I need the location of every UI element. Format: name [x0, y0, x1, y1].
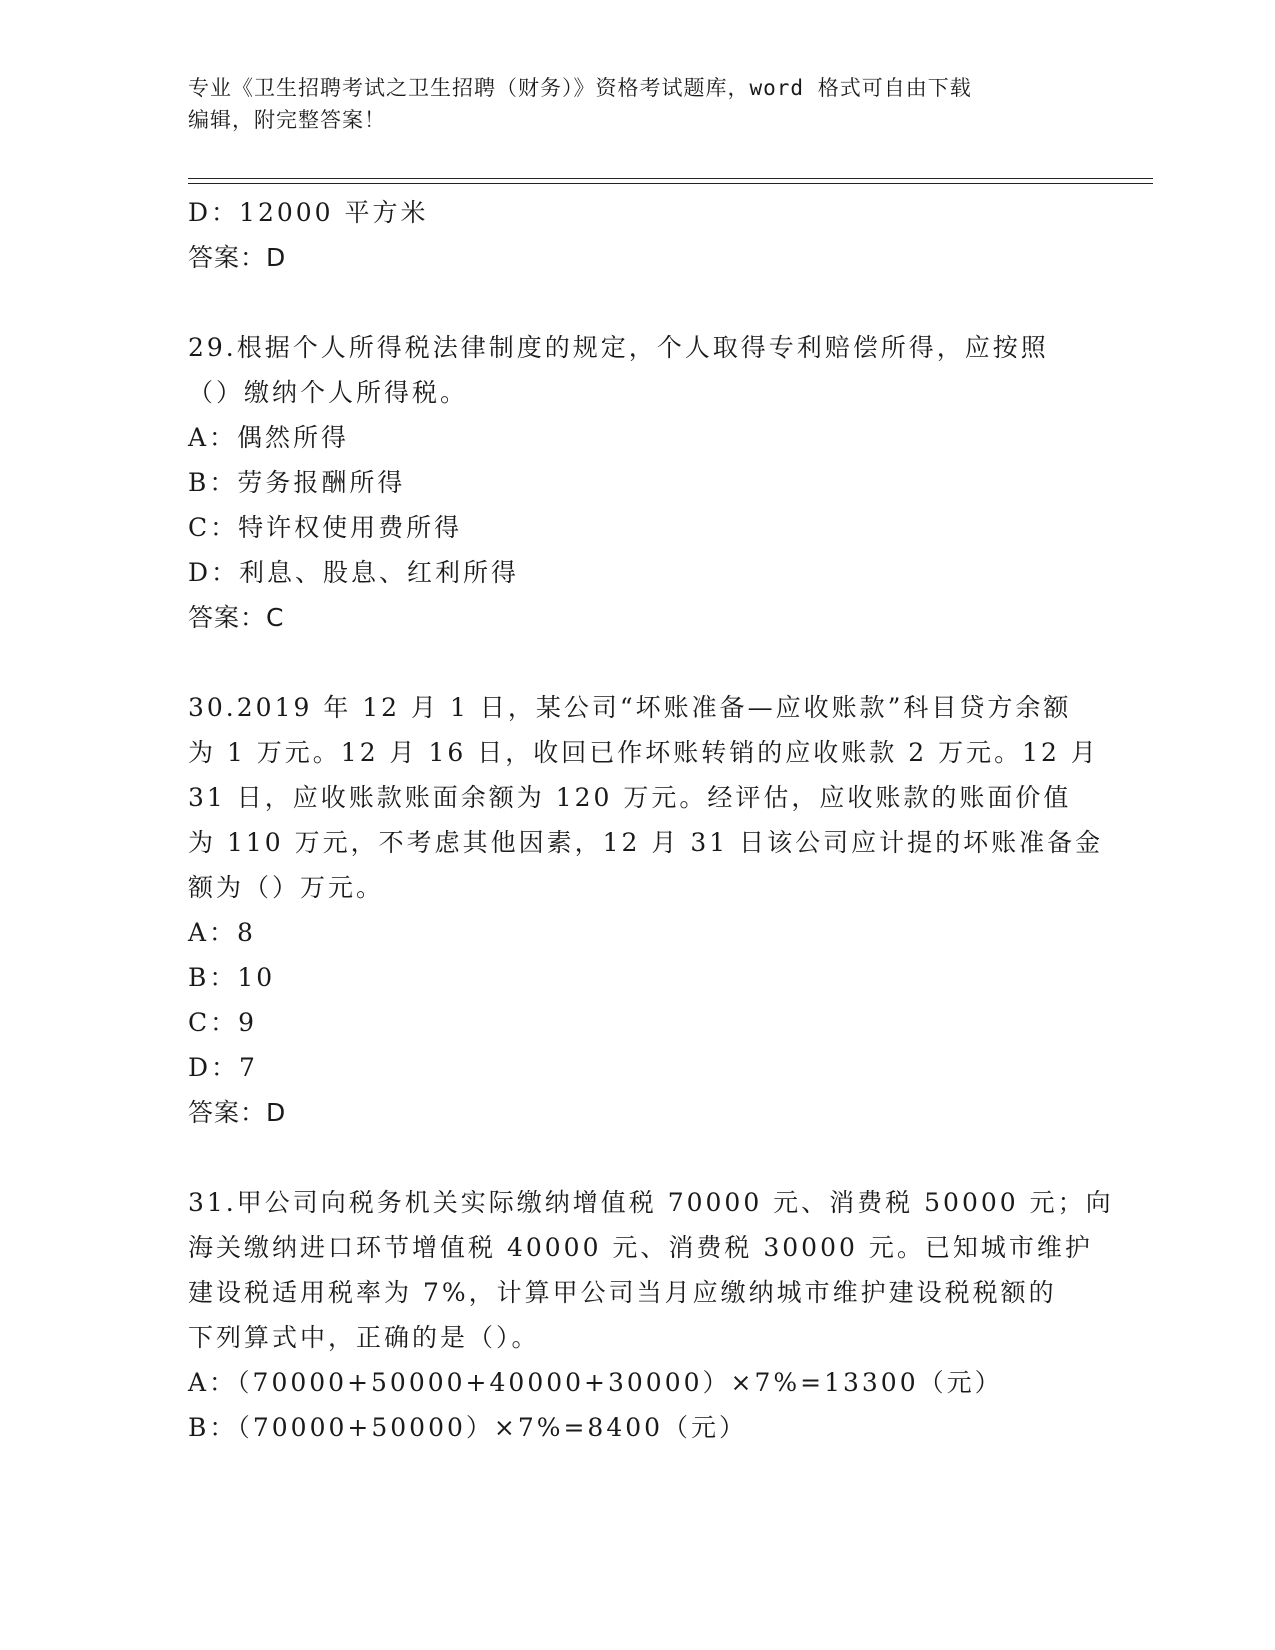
- header-line-2: 编辑，附完整答案！: [188, 108, 386, 132]
- option-d: D：7: [188, 1053, 258, 1082]
- stem-line: 为 110 万元，不考虑其他因素，12 月 31 日该公司应计提的坏账准备金: [188, 828, 1104, 857]
- option-b: B：（70000+50000）×7%=8400（元）: [188, 1413, 748, 1442]
- header-line-1: 专业《卫生招聘考试之卫生招聘（财务）》资格考试题库，word 格式可自由下载: [188, 76, 972, 100]
- stem-line: 海关缴纳进口环节增值税 40000 元、消费税 30000 元。已知城市维护: [188, 1233, 1093, 1262]
- option-a: A：偶然所得: [188, 423, 350, 452]
- spacer: [188, 280, 1088, 325]
- stem-line: 建设税适用税率为 7%，计算甲公司当月应缴纳城市维护建设税税额的: [188, 1278, 1057, 1307]
- stem-line: 31 日，应收账款账面余额为 120 万元。经评估，应收账款的账面价值: [188, 783, 1072, 812]
- question-30: [188, 685, 1104, 1135]
- stem-line: 为 1 万元。12 月 16 日，收回已作坏账转销的应收账款 2 万元。12 月: [188, 738, 1099, 767]
- stem-line: 31.甲公司向税务机关实际缴纳增值税 70000 元、消费税 50000 元；向: [188, 1188, 1114, 1217]
- answer-line: 答案：C: [188, 603, 285, 632]
- question-29: [188, 325, 1088, 640]
- stem-line: 30.2019 年 12 月 1 日，某公司“坏账准备—应收账款”科目贷方余额: [188, 693, 1072, 722]
- spacer: [188, 640, 1088, 685]
- question-stem: [188, 685, 1104, 910]
- question-stem: [188, 1180, 1114, 1360]
- option-d: D：利息、股息、红利所得: [188, 558, 520, 587]
- stem-line: 29.根据个人所得税法律制度的规定，个人取得专利赔偿所得，应按照: [188, 333, 1049, 362]
- spacer: [188, 1135, 1088, 1180]
- answer-line: 答案：D: [188, 243, 287, 272]
- header-divider-bottom: [188, 183, 1153, 184]
- document-page: [188, 0, 1158, 1650]
- stem-line: 下列算式中，正确的是（）。: [188, 1323, 540, 1352]
- option-c: C：特许权使用费所得: [188, 513, 463, 542]
- answer-line: 答案：D: [188, 1098, 287, 1127]
- option-b: B：劳务报酬所得: [188, 468, 406, 497]
- stem-line: 额为（）万元。: [188, 873, 385, 902]
- document-header: [188, 72, 1088, 136]
- option-a: A：8: [188, 918, 256, 947]
- stem-line: （）缴纳个人所得税。: [188, 378, 469, 407]
- option-d: D：12000 平方米: [188, 198, 429, 227]
- option-b: B：10: [188, 963, 276, 992]
- question-31: [188, 1180, 1114, 1450]
- question-stem: [188, 325, 1088, 415]
- option-a: A：（70000+50000+40000+30000）×7%=13300（元）: [188, 1368, 1003, 1397]
- previous-question: [188, 190, 1088, 280]
- question-content: [188, 190, 1114, 1450]
- header-divider-top: [188, 178, 1153, 179]
- option-c: C：9: [188, 1008, 258, 1037]
